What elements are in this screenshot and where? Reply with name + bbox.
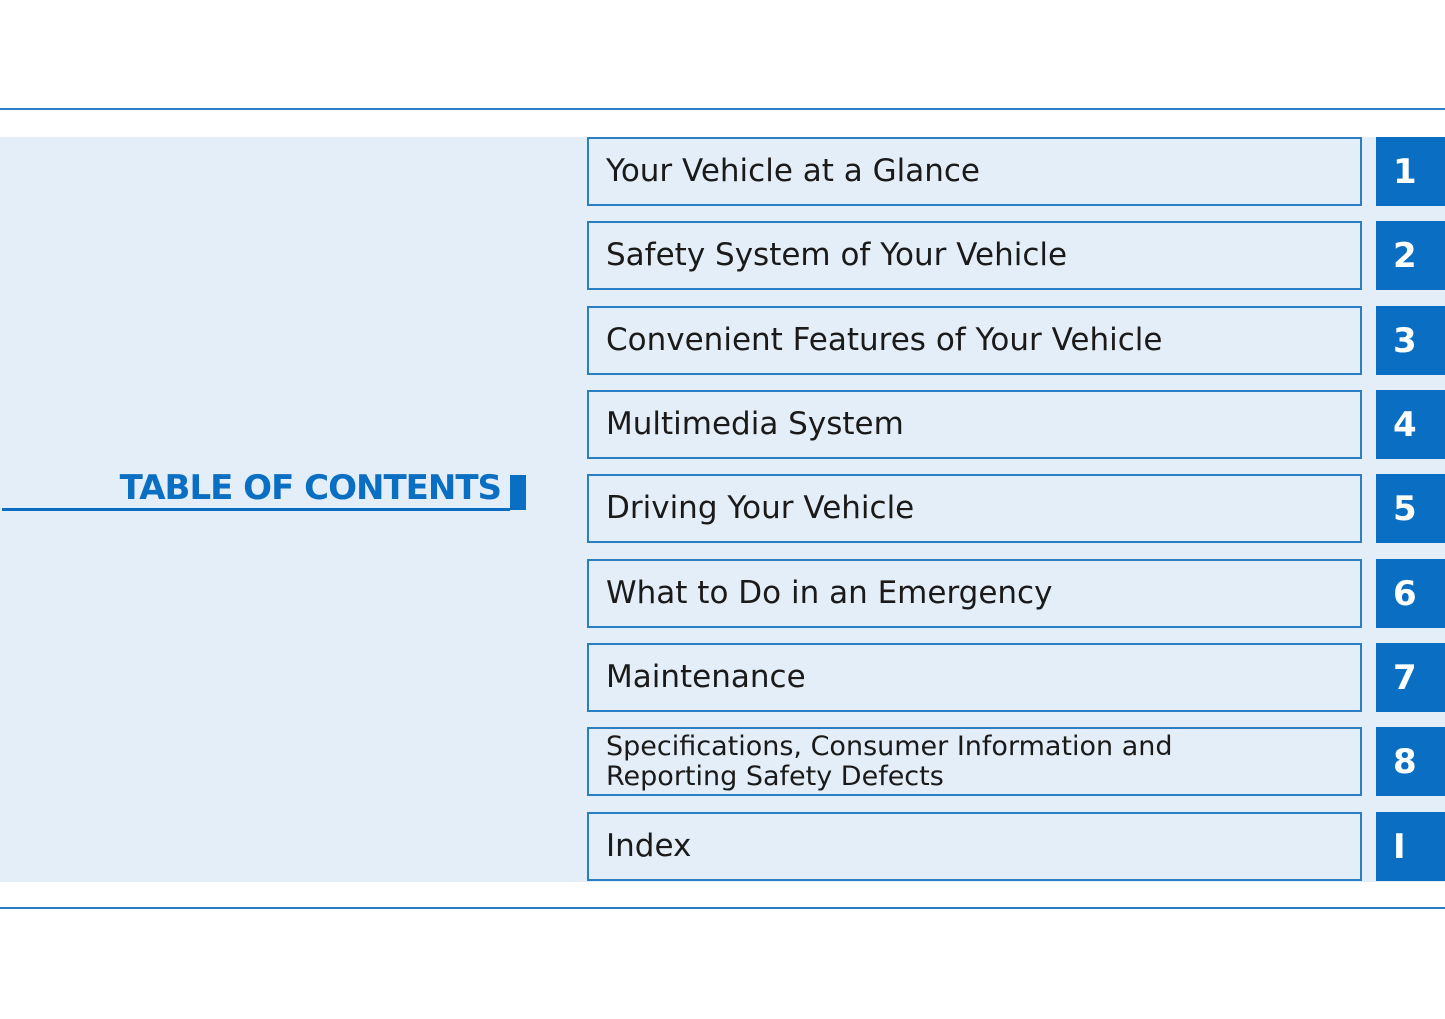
chapter-number: 3	[1393, 320, 1417, 361]
chapter-link-3[interactable]	[587, 306, 1362, 375]
chapter-tab-3[interactable]	[1376, 306, 1445, 375]
chapter-link-2[interactable]	[587, 221, 1362, 290]
chapter-title: What to Do in an Emergency	[606, 575, 1053, 611]
bottom-rule	[0, 907, 1445, 909]
chapter-title-line-1: Specifications, Consumer Information and	[606, 730, 1173, 762]
chapter-row-3	[587, 306, 1445, 375]
chapter-number: I	[1393, 826, 1406, 867]
chapter-title: Your Vehicle at a Glance	[606, 153, 980, 189]
chapter-row-8	[587, 727, 1445, 796]
chapter-number: 5	[1393, 488, 1417, 529]
chapter-row-5	[587, 474, 1445, 543]
chapter-title: Index	[606, 828, 692, 864]
chapter-link-7[interactable]	[587, 643, 1362, 712]
chapter-title: Driving Your Vehicle	[606, 490, 915, 526]
chapter-number: 7	[1393, 657, 1417, 698]
chapter-tab-2[interactable]	[1376, 221, 1445, 290]
chapter-row-4	[587, 390, 1445, 459]
chapter-number: 4	[1393, 404, 1417, 445]
toc-heading	[0, 466, 527, 512]
chapter-tab-1[interactable]	[1376, 137, 1445, 206]
chapter-tab-index[interactable]	[1376, 812, 1445, 881]
chapter-tab-5[interactable]	[1376, 474, 1445, 543]
chapter-tab-8[interactable]	[1376, 727, 1445, 796]
chapter-row-6	[587, 559, 1445, 628]
chapter-title	[606, 732, 1173, 792]
chapter-number: 1	[1393, 151, 1417, 192]
chapter-title: Safety System of Your Vehicle	[606, 237, 1068, 273]
chapter-link-index[interactable]	[587, 812, 1362, 881]
top-rule	[0, 108, 1445, 110]
chapter-link-6[interactable]	[587, 559, 1362, 628]
toc-heading-text: TABLE OF CONTENTS	[119, 468, 501, 508]
chapter-number: 2	[1393, 235, 1417, 276]
chapter-row-index	[587, 812, 1445, 881]
chapter-link-8[interactable]	[587, 727, 1362, 796]
chapter-title: Maintenance	[606, 659, 806, 695]
toc-heading-underline	[2, 508, 510, 511]
chapter-title: Convenient Features of Your Vehicle	[606, 322, 1163, 358]
chapter-link-1[interactable]	[587, 137, 1362, 206]
chapter-number: 8	[1393, 741, 1417, 782]
chapter-link-5[interactable]	[587, 474, 1362, 543]
chapter-row-1	[587, 137, 1445, 206]
chapter-title: Multimedia System	[606, 406, 904, 442]
chapter-tab-4[interactable]	[1376, 390, 1445, 459]
chapter-title-line-2: Reporting Safety Defects	[606, 760, 944, 792]
chapter-tab-6[interactable]	[1376, 559, 1445, 628]
chapter-row-2	[587, 221, 1445, 290]
chapter-tab-7[interactable]	[1376, 643, 1445, 712]
chapter-link-4[interactable]	[587, 390, 1362, 459]
chapter-row-7	[587, 643, 1445, 712]
toc-heading-marker	[510, 475, 526, 510]
chapter-number: 6	[1393, 573, 1417, 614]
